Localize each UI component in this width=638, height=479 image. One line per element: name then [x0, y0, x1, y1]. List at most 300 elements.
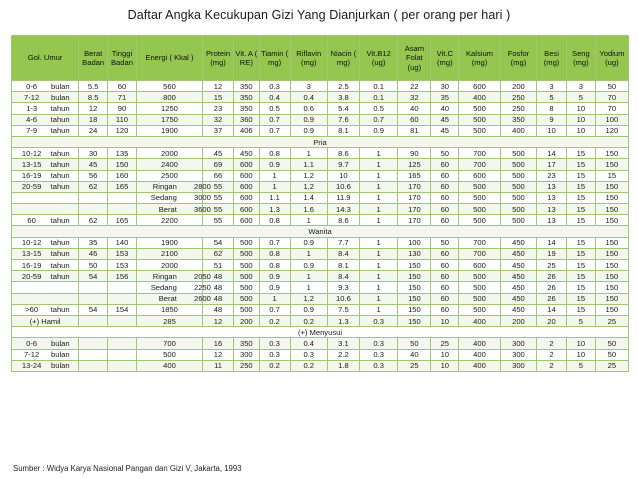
- nutrient-value-cell: 0.3: [290, 349, 327, 360]
- nutrient-value-cell: 15: [566, 192, 595, 203]
- berat-badan-cell: 50: [79, 260, 108, 271]
- nutrient-value-cell: 250: [234, 360, 260, 371]
- age-unit: tahun: [50, 103, 70, 113]
- nutrient-value-cell: 100: [595, 114, 628, 125]
- nutrient-value-cell: 60: [431, 282, 459, 293]
- age-unit: bulan: [51, 361, 70, 371]
- nutrient-value-cell: 600: [459, 260, 501, 271]
- nutrient-value-cell: 45: [431, 114, 459, 125]
- table-header-row: [12, 36, 629, 81]
- nutrient-value-cell: 200: [500, 81, 536, 92]
- age-range: 0-6: [26, 81, 38, 91]
- source-note: Sumber : Widya Karya Nasional Pangan dan Gizi V, Jakarta, 1993: [13, 464, 242, 473]
- table-row: [12, 170, 629, 181]
- nutrient-value-cell: 0.2: [259, 360, 290, 371]
- nutrient-value-cell: 40: [398, 103, 431, 114]
- nutrient-value-cell: 0.2: [290, 315, 327, 326]
- nutrient-value-cell: 15: [566, 271, 595, 282]
- nutrient-value-cell: 15: [566, 148, 595, 159]
- nutrient-value-cell: 23: [203, 103, 234, 114]
- energi-cell: [136, 360, 202, 371]
- nutrient-value-cell: 26: [537, 282, 567, 293]
- nutrient-value-cell: 0.5: [359, 103, 397, 114]
- nutrient-value-cell: 1.2: [290, 181, 327, 192]
- energi-value: 2000: [161, 260, 178, 270]
- nutrient-value-cell: 500: [500, 192, 536, 203]
- nutrient-value-cell: 3: [290, 81, 327, 92]
- nutrient-value-cell: 450: [500, 293, 536, 304]
- nutrient-value-cell: 150: [595, 271, 628, 282]
- nutrient-value-cell: 600: [234, 215, 260, 226]
- nutrient-value-cell: 81: [398, 125, 431, 136]
- group-row: [12, 226, 629, 237]
- age-range: 7-12: [24, 92, 40, 102]
- column-header: Fosfor (mg): [500, 36, 536, 81]
- energi-cell: [136, 282, 211, 293]
- nutrient-value-cell: 0.7: [259, 114, 290, 125]
- nutrient-value-cell: 50: [431, 148, 459, 159]
- tinggi-badan-cell: 153: [108, 248, 137, 259]
- nutrient-value-cell: 7.6: [327, 114, 359, 125]
- nutrient-value-cell: 1.1: [259, 192, 290, 203]
- column-header: Besi (mg): [537, 36, 567, 81]
- nutrient-value-cell: 500: [459, 103, 501, 114]
- nutrient-value-cell: 500: [459, 271, 501, 282]
- nutrient-value-cell: 69: [203, 159, 234, 170]
- nutrient-value-cell: 5: [537, 92, 567, 103]
- energi-cell: [136, 271, 211, 282]
- nutrient-value-cell: 25: [595, 360, 628, 371]
- age-range: 13-15: [21, 249, 42, 259]
- nutrient-value-cell: 0.2: [290, 360, 327, 371]
- energi-cell: [136, 159, 202, 170]
- age-group-cell: [12, 192, 79, 203]
- nutrient-value-cell: 600: [234, 170, 260, 181]
- nutrient-value-cell: 50: [431, 237, 459, 248]
- energi-value: 500: [163, 350, 176, 360]
- energi-value: 2600: [193, 294, 211, 304]
- table-row: [12, 204, 629, 215]
- energi-cell: [136, 315, 202, 326]
- nutrient-value-cell: 300: [500, 338, 536, 349]
- energi-cell: [136, 103, 202, 114]
- energi-cell: [136, 125, 202, 136]
- nutrient-value-cell: 600: [234, 204, 260, 215]
- nutrient-value-cell: 2: [537, 338, 567, 349]
- age-group-cell: [12, 204, 79, 215]
- energi-value: 3600: [193, 204, 211, 214]
- table-row: [12, 148, 629, 159]
- nutrient-value-cell: 10.6: [327, 181, 359, 192]
- nutrient-value-cell: 150: [398, 293, 431, 304]
- age-group-cell: [12, 215, 79, 226]
- nutrient-value-cell: 55: [203, 181, 234, 192]
- nutrient-value-cell: 600: [459, 170, 501, 181]
- column-header: Vit.B12 (ug): [359, 36, 397, 81]
- nutrient-value-cell: 70: [595, 92, 628, 103]
- tinggi-badan-cell: 154: [108, 304, 137, 315]
- nutrient-value-cell: 300: [234, 349, 260, 360]
- nutrient-value-cell: 9.3: [327, 282, 359, 293]
- tinggi-badan-cell: 156: [108, 271, 137, 282]
- age-unit: bulan: [51, 338, 70, 348]
- nutrient-value-cell: 10: [327, 170, 359, 181]
- nutrient-value-cell: 8.6: [327, 215, 359, 226]
- energi-value: 1750: [161, 115, 178, 125]
- nutrient-value-cell: 0.9: [290, 125, 327, 136]
- energi-value: 800: [163, 92, 176, 102]
- energi-value: 2400: [161, 159, 178, 169]
- nutrient-value-cell: 14.3: [327, 204, 359, 215]
- age-unit: tahun: [50, 148, 70, 158]
- tinggi-badan-cell: [108, 338, 137, 349]
- nutrient-value-cell: 0.9: [259, 271, 290, 282]
- nutrient-value-cell: 450: [500, 282, 536, 293]
- berat-badan-cell: 12: [79, 103, 108, 114]
- energi-cell: [136, 215, 202, 226]
- nutrient-value-cell: 0.8: [259, 248, 290, 259]
- nutrient-value-cell: 16: [203, 338, 234, 349]
- tinggi-badan-cell: 71: [108, 92, 137, 103]
- nutrient-value-cell: 150: [398, 315, 431, 326]
- table-row: [12, 114, 629, 125]
- nutrient-value-cell: 500: [459, 215, 501, 226]
- nutrient-value-cell: 1.6: [290, 204, 327, 215]
- activity-level: Ringan: [152, 271, 177, 281]
- nutrient-value-cell: 500: [459, 293, 501, 304]
- nutrient-value-cell: 15: [566, 181, 595, 192]
- nutrient-value-cell: 250: [500, 92, 536, 103]
- tinggi-badan-cell: [108, 349, 137, 360]
- nutrient-value-cell: 500: [459, 192, 501, 203]
- nutrient-value-cell: 90: [398, 148, 431, 159]
- nutrient-value-cell: 0.9: [290, 237, 327, 248]
- nutrient-value-cell: 10: [566, 114, 595, 125]
- age-group-cell: [12, 315, 79, 326]
- nutrient-value-cell: 0.9: [290, 114, 327, 125]
- nutrient-value-cell: 13: [537, 204, 567, 215]
- table-row: [12, 349, 629, 360]
- berat-badan-cell: 24: [79, 125, 108, 136]
- nutrient-value-cell: 500: [459, 204, 501, 215]
- berat-badan-cell: [79, 349, 108, 360]
- nutrient-value-cell: 60: [431, 192, 459, 203]
- age-group-cell: [12, 170, 79, 181]
- age-group-cell: [12, 103, 79, 114]
- nutrient-value-cell: 150: [398, 260, 431, 271]
- nutrient-value-cell: 500: [234, 248, 260, 259]
- nutrient-value-cell: 500: [459, 125, 501, 136]
- akg-table: [11, 35, 629, 372]
- berat-badan-cell: 54: [79, 304, 108, 315]
- nutrient-value-cell: 8.6: [327, 148, 359, 159]
- table-row: [12, 293, 629, 304]
- energi-cell: [136, 349, 202, 360]
- nutrient-value-cell: 1: [359, 204, 397, 215]
- nutrient-value-cell: 150: [595, 148, 628, 159]
- table-row: [12, 260, 629, 271]
- age-unit: tahun: [50, 171, 70, 181]
- table-body: [12, 81, 629, 372]
- nutrient-value-cell: 1.1: [290, 159, 327, 170]
- nutrient-value-cell: 500: [234, 293, 260, 304]
- nutrient-value-cell: 15: [566, 159, 595, 170]
- nutrient-value-cell: 1: [359, 304, 397, 315]
- nutrient-value-cell: 0.9: [359, 125, 397, 136]
- nutrient-value-cell: 0.8: [259, 148, 290, 159]
- nutrient-value-cell: 0.1: [359, 92, 397, 103]
- nutrient-value-cell: 10: [566, 103, 595, 114]
- nutrient-value-cell: 1: [359, 260, 397, 271]
- nutrient-value-cell: 2.2: [327, 349, 359, 360]
- energi-value: 2250: [193, 282, 211, 292]
- energi-value: 2050: [193, 271, 211, 281]
- energi-cell: [136, 248, 202, 259]
- nutrient-value-cell: 500: [234, 271, 260, 282]
- age-unit: tahun: [50, 271, 70, 281]
- energi-value: 1900: [161, 126, 178, 136]
- nutrient-value-cell: 0.3: [259, 81, 290, 92]
- nutrient-value-cell: 450: [500, 260, 536, 271]
- nutrient-value-cell: 37: [203, 125, 234, 136]
- nutrient-value-cell: 60: [431, 170, 459, 181]
- table-row: [12, 271, 629, 282]
- column-header: Vit.C (mg): [431, 36, 459, 81]
- nutrient-value-cell: 1: [259, 181, 290, 192]
- nutrient-value-cell: 0.3: [359, 349, 397, 360]
- nutrient-value-cell: 0.2: [259, 315, 290, 326]
- nutrient-value-cell: 5.4: [327, 103, 359, 114]
- group-row: [12, 136, 629, 147]
- energi-value: 285: [163, 316, 176, 326]
- nutrient-value-cell: 0.9: [290, 260, 327, 271]
- energi-cell: [136, 181, 211, 192]
- nutrient-value-cell: 0.6: [290, 103, 327, 114]
- energi-cell: [136, 237, 202, 248]
- activity-level: Sedang: [150, 193, 177, 203]
- table-row: [12, 282, 629, 293]
- energi-cell: [136, 170, 202, 181]
- age-range: 16-19: [21, 260, 42, 270]
- nutrient-value-cell: 11: [203, 360, 234, 371]
- age-group-cell: [12, 338, 79, 349]
- age-unit: tahun: [50, 159, 70, 169]
- nutrient-value-cell: 60: [431, 271, 459, 282]
- nutrient-value-cell: 700: [459, 148, 501, 159]
- nutrient-value-cell: 5: [566, 92, 595, 103]
- energi-cell: [136, 148, 202, 159]
- age-group-cell: [12, 92, 79, 103]
- nutrient-value-cell: 1.4: [290, 192, 327, 203]
- age-range: 4-6: [26, 115, 38, 125]
- energi-value: 3000: [193, 193, 211, 203]
- nutrient-value-cell: 500: [500, 148, 536, 159]
- nutrient-value-cell: 600: [459, 81, 501, 92]
- nutrient-value-cell: 1: [359, 181, 397, 192]
- nutrient-value-cell: 400: [500, 125, 536, 136]
- age-unit: tahun: [50, 305, 70, 315]
- nutrient-value-cell: 1.3: [259, 204, 290, 215]
- nutrient-value-cell: 100: [398, 237, 431, 248]
- nutrient-value-cell: 600: [234, 192, 260, 203]
- table-row: [12, 360, 629, 371]
- age-group-cell: [12, 81, 79, 92]
- nutrient-value-cell: 500: [459, 304, 501, 315]
- nutrient-value-cell: 500: [500, 215, 536, 226]
- age-group-cell: [12, 148, 79, 159]
- nutrient-value-cell: 25: [537, 260, 567, 271]
- nutrient-value-cell: 17: [537, 159, 567, 170]
- nutrient-value-cell: 15: [203, 92, 234, 103]
- age-unit: tahun: [50, 249, 70, 259]
- table-row: [12, 237, 629, 248]
- age-group-cell: [12, 248, 79, 259]
- nutrient-value-cell: 0.3: [259, 338, 290, 349]
- berat-badan-cell: 45: [79, 159, 108, 170]
- table-row: [12, 92, 629, 103]
- nutrient-value-cell: 12: [203, 349, 234, 360]
- nutrient-value-cell: 48: [203, 282, 234, 293]
- nutrient-value-cell: 350: [234, 81, 260, 92]
- nutrient-value-cell: 700: [459, 237, 501, 248]
- age-unit: bulan: [51, 350, 70, 360]
- energi-cell: [136, 192, 211, 203]
- nutrient-value-cell: 350: [234, 103, 260, 114]
- nutrient-value-cell: 55: [203, 204, 234, 215]
- nutrient-value-cell: 500: [459, 282, 501, 293]
- age-group-cell: [12, 125, 79, 136]
- tinggi-badan-cell: [108, 204, 137, 215]
- nutrient-value-cell: 150: [595, 204, 628, 215]
- nutrient-value-cell: 60: [431, 159, 459, 170]
- tinggi-badan-cell: 160: [108, 170, 137, 181]
- age-group-cell: [12, 260, 79, 271]
- nutrient-value-cell: 51: [203, 260, 234, 271]
- column-header: Tiamin ( mg): [259, 36, 290, 81]
- nutrient-value-cell: 450: [500, 271, 536, 282]
- table-row: [12, 215, 629, 226]
- nutrient-value-cell: 1: [359, 192, 397, 203]
- nutrient-value-cell: 500: [459, 114, 501, 125]
- tinggi-badan-cell: 120: [108, 125, 137, 136]
- nutrient-value-cell: 8: [537, 103, 567, 114]
- column-header: Energi ( Kkal ): [136, 36, 202, 81]
- nutrient-value-cell: 170: [398, 192, 431, 203]
- column-header: Vit. A ( RE): [234, 36, 260, 81]
- nutrient-value-cell: 22: [398, 81, 431, 92]
- nutrient-value-cell: 150: [595, 237, 628, 248]
- nutrient-value-cell: 0.9: [259, 159, 290, 170]
- tinggi-badan-cell: 150: [108, 159, 137, 170]
- nutrient-value-cell: 1: [359, 215, 397, 226]
- nutrient-value-cell: 700: [459, 159, 501, 170]
- nutrient-value-cell: 150: [398, 282, 431, 293]
- group-row: [12, 327, 629, 338]
- nutrient-value-cell: 25: [431, 338, 459, 349]
- nutrient-value-cell: 150: [398, 271, 431, 282]
- energi-value: 1850: [161, 305, 178, 315]
- tinggi-badan-cell: 110: [108, 114, 137, 125]
- berat-badan-cell: 46: [79, 248, 108, 259]
- nutrient-value-cell: 15: [566, 204, 595, 215]
- nutrient-value-cell: 1: [359, 293, 397, 304]
- age-range: 20-59: [21, 271, 42, 281]
- age-group-cell: [12, 360, 79, 371]
- age-range: 13-15: [21, 159, 42, 169]
- nutrient-value-cell: 500: [459, 181, 501, 192]
- nutrient-value-cell: 60: [431, 204, 459, 215]
- tinggi-badan-cell: 135: [108, 148, 137, 159]
- energi-value: 2800: [193, 182, 211, 192]
- nutrient-value-cell: 150: [595, 248, 628, 259]
- nutrient-value-cell: 15: [566, 260, 595, 271]
- nutrient-value-cell: 1: [290, 248, 327, 259]
- nutrient-value-cell: 1: [290, 215, 327, 226]
- nutrient-value-cell: 700: [459, 248, 501, 259]
- nutrient-value-cell: 500: [234, 304, 260, 315]
- nutrient-value-cell: 12: [203, 81, 234, 92]
- nutrient-value-cell: 15: [566, 293, 595, 304]
- nutrient-value-cell: 1: [290, 271, 327, 282]
- berat-badan-cell: 30: [79, 148, 108, 159]
- age-range: 7-9: [26, 126, 38, 136]
- nutrient-value-cell: 66: [203, 170, 234, 181]
- nutrient-value-cell: 200: [500, 315, 536, 326]
- activity-level: Berat: [158, 294, 177, 304]
- nutrient-value-cell: 2: [537, 349, 567, 360]
- nutrient-value-cell: 45: [203, 148, 234, 159]
- tinggi-badan-cell: [108, 192, 137, 203]
- nutrient-value-cell: 26: [537, 293, 567, 304]
- age-unit: bulan: [51, 92, 70, 102]
- age-unit: tahun: [50, 115, 70, 125]
- tinggi-badan-cell: 153: [108, 260, 137, 271]
- energi-cell: [136, 114, 202, 125]
- column-header: Niacin ( mg): [327, 36, 359, 81]
- nutrient-value-cell: 10: [566, 125, 595, 136]
- energi-value: 2200: [161, 215, 178, 225]
- energi-value: 560: [163, 81, 176, 91]
- berat-badan-cell: 56: [79, 170, 108, 181]
- nutrient-value-cell: 400: [459, 315, 501, 326]
- age-group-cell: [12, 282, 79, 293]
- nutrient-value-cell: 0.3: [259, 349, 290, 360]
- nutrient-value-cell: 25: [398, 360, 431, 371]
- age-range: (+) Hamil: [29, 316, 61, 326]
- nutrient-value-cell: 400: [459, 92, 501, 103]
- nutrient-value-cell: 1: [290, 282, 327, 293]
- nutrient-value-cell: 19: [537, 248, 567, 259]
- nutrient-value-cell: 8.1: [327, 260, 359, 271]
- berat-badan-cell: [79, 192, 108, 203]
- berat-badan-cell: 62: [79, 181, 108, 192]
- age-unit: tahun: [50, 260, 70, 270]
- nutrient-value-cell: 0.4: [290, 92, 327, 103]
- nutrient-value-cell: 2.5: [327, 81, 359, 92]
- nutrient-value-cell: 5: [566, 315, 595, 326]
- table-row: [12, 338, 629, 349]
- nutrient-value-cell: 120: [595, 125, 628, 136]
- nutrient-value-cell: 0.7: [259, 304, 290, 315]
- nutrient-value-cell: 400: [459, 349, 501, 360]
- nutrient-value-cell: 360: [234, 114, 260, 125]
- nutrient-value-cell: 14: [537, 237, 567, 248]
- nutrient-value-cell: 48: [203, 293, 234, 304]
- nutrient-value-cell: 60: [431, 293, 459, 304]
- nutrient-value-cell: 0.9: [259, 282, 290, 293]
- tinggi-badan-cell: 165: [108, 215, 137, 226]
- group-label: Pria: [12, 136, 629, 147]
